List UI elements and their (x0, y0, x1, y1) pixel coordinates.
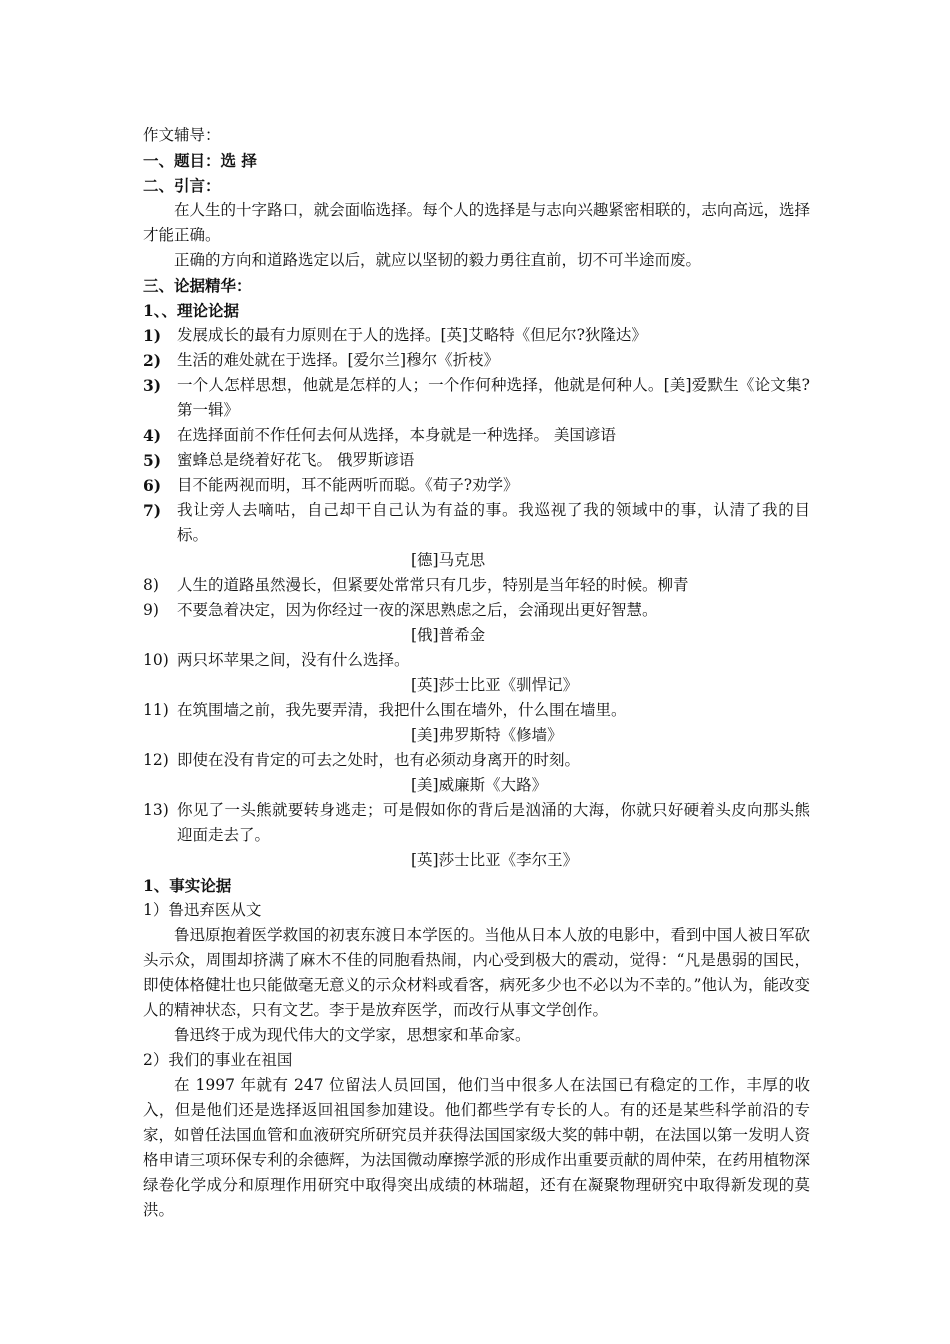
quote-text: 不要急着决定，因为你经过一夜的深思熟虑之后，会涌现出更好智慧。 (177, 601, 658, 619)
quote-item (143, 498, 810, 548)
quote-text: 在筑围墙之前，我先要弄清，我把什么围在墙外，什么围在墙里。 (177, 701, 627, 719)
quote-item (143, 598, 810, 623)
quote-item (143, 373, 810, 423)
fact-paragraph: 在 1997 年就有 247 位留法人员回国，他们当中很多人在法国已有稳定的工作，丰厚的收入，但是他们还是选择返回祖国参加建设。他们都些学有专长的人。有的还是某些科学前沿的专家，如曾任法国血管和血液研究所研究员并获得法国国家级大奖的韩中朝，在法国以第一发明人资格申请三项环保专利的余德辉，为法国微动摩擦学派的形成作出重要贡献的周仲荣，在药用植物深绿卷化学成分和原理作用研究中取得突出成绩的林瑞超，还有在凝聚物理研究中取得新发现的莫洪。 (143, 1076, 810, 1219)
quote-text: 我让旁人去嘀咕，自己却干自己认为有益的事。我巡视了我的领域中的事，认清了我的目标。 (177, 501, 810, 544)
fact-title: 1）鲁迅弃医从文 (143, 901, 262, 919)
quote-list (143, 323, 810, 873)
quote-number: 10) (143, 651, 169, 669)
section-evidence: 三、论据精华： (143, 276, 252, 295)
quote-attribution: [俄]普希金 (411, 626, 486, 644)
quote-item (143, 448, 810, 473)
section-topic: 一、题目：选 择 (143, 151, 257, 170)
quote-item (143, 348, 810, 373)
quote-attribution: [德]马克思 (411, 551, 486, 569)
quote-text: 目不能两视而明，耳不能两听而聪。《荀子?劝学》 (177, 476, 519, 494)
quote-attribution: [美]弗罗斯特《修墙》 (411, 726, 563, 744)
quote-text: 发展成长的最有力原则在于人的选择。[英]艾略特《但尼尔?狄隆达》 (177, 326, 647, 344)
quote-text: 人生的道路虽然漫长，但紧要处常常只有几步，特别是当年轻的时候。柳青 (177, 576, 689, 594)
quote-number: 11) (143, 701, 169, 719)
quote-text: 生活的难处就在于选择。[爱尔兰]穆尔《折枝》 (177, 351, 500, 369)
quote-text: 一个人怎样思想，他就是怎样的人；一个作何种选择，他就是何种人。[美]爱默生《论文集?第一辑》 (177, 376, 810, 419)
quote-number: 12) (143, 751, 169, 769)
quote-text: 即使在没有肯定的可去之处时，也有必须动身离开的时刻。 (177, 751, 581, 769)
quote-item (143, 798, 810, 848)
quote-number: 1) (143, 326, 162, 345)
document-page (143, 123, 810, 1223)
theory-evidence-title: 1、、理论论据 (143, 301, 240, 320)
quote-item (143, 698, 810, 723)
quote-number: 3) (143, 376, 162, 395)
intro-paragraph: 正确的方向和道路选定以后，就应以坚韧的毅力勇往直前，切不可半途而废。 (174, 251, 702, 269)
quote-text: 你见了一头熊就要转身逃走；可是假如你的背后是汹涌的大海，你就只好硬着头皮向那头熊迎面走去了。 (177, 801, 810, 844)
quote-number: 9) (143, 601, 159, 619)
quote-text: 蜜蜂总是绕着好花飞。 俄罗斯谚语 (177, 451, 415, 469)
quote-number: 8) (143, 576, 159, 594)
quote-item (143, 573, 810, 598)
quote-text: 两只坏苹果之间，没有什么选择。 (177, 651, 410, 669)
quote-item (143, 473, 810, 498)
fact-paragraph: 鲁迅终于成为现代伟大的文学家，思想家和革命家。 (174, 1026, 531, 1044)
quote-number: 2) (143, 351, 162, 370)
quote-attribution: [英]莎士比亚《李尔王》 (411, 851, 579, 869)
quote-attribution: [美]威廉斯《大路》 (411, 776, 548, 794)
quote-attribution: [英]莎士比亚《驯悍记》 (411, 676, 579, 694)
quote-item (143, 648, 810, 673)
fact-evidence-title: 1、事实论据 (143, 876, 232, 895)
quote-number: 13) (143, 801, 169, 819)
fact-paragraph: 鲁迅原抱着医学救国的初衷东渡日本学医的。当他从日本人放的电影中，看到中国人被日军砍头示众，周围却挤满了麻木不佳的同胞看热闹，内心受到极大的震动，觉得：“凡是愚弱的国民，即使体格健壮也只能做毫无意义的示众材料或看客，病死多少也不必以为不幸的。”他认为，能改变人的精神状态，只有文艺。李于是放弃医学，而改行从事文学创作。 (143, 926, 810, 1019)
doc-header: 作文辅导： (143, 126, 221, 144)
quote-item (143, 323, 810, 348)
quote-number: 4) (143, 426, 162, 445)
quote-item (143, 748, 810, 773)
quote-number: 7) (143, 501, 162, 520)
quote-item (143, 423, 810, 448)
quote-number: 6) (143, 476, 162, 495)
intro-paragraph: 在人生的十字路口，就会面临选择。每个人的选择是与志向兴趣紧密相联的，志向高远，选择才能正确。 (143, 201, 810, 244)
quote-number: 5) (143, 451, 162, 470)
quote-text: 在选择面前不作任何去何从选择，本身就是一种选择。 美国谚语 (177, 426, 616, 444)
section-intro: 二、引言： (143, 176, 221, 195)
fact-title: 2）我们的事业在祖国 (143, 1051, 293, 1069)
